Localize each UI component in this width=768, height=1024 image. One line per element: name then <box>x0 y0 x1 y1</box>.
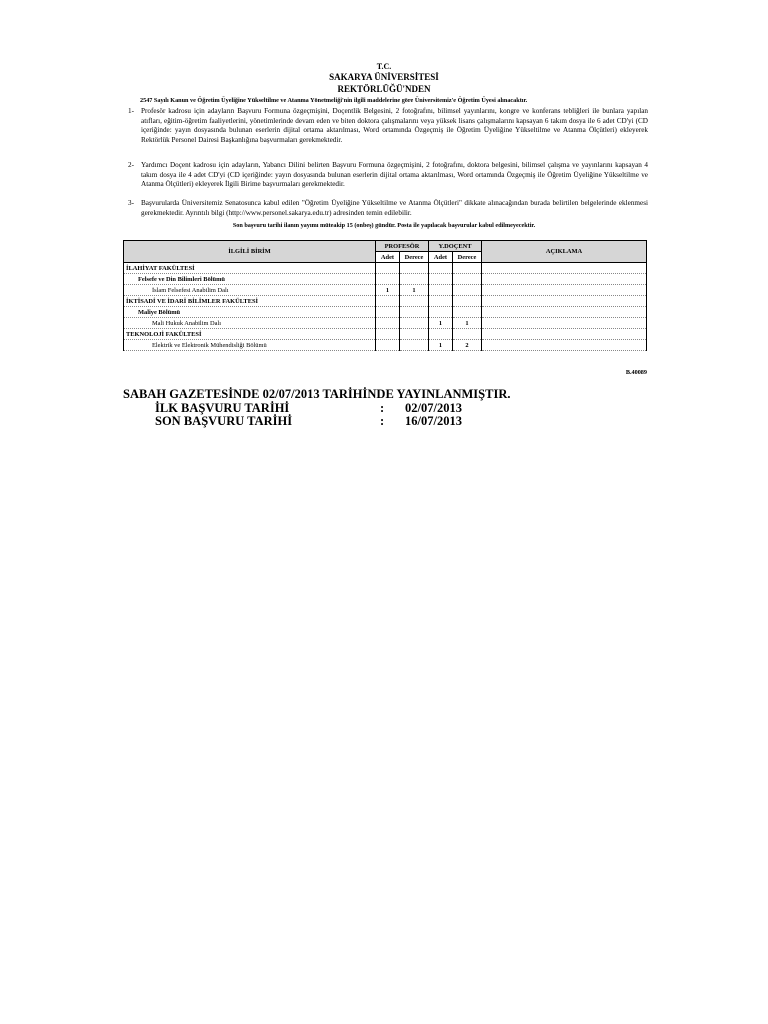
row-note <box>482 318 647 329</box>
positions-table <box>123 240 647 351</box>
col-adet-header: Adet <box>376 252 400 263</box>
item-number: 1- <box>128 107 134 115</box>
row-y-adet <box>429 296 453 307</box>
first-application-date: 02/07/2013 <box>405 401 462 415</box>
table-row <box>124 340 647 351</box>
first-application-separator: : <box>380 401 385 415</box>
row-y-adet: 1 <box>429 318 453 329</box>
table-row <box>124 307 647 318</box>
row-unit: İslam Felsefesi Anabilim Dalı <box>124 285 376 296</box>
header-rektorluk: REKTÖRLÜĞÜ'NDEN <box>337 84 431 94</box>
row-unit: Mali Hukuk Anabilim Dalı <box>124 318 376 329</box>
last-application-date: 16/07/2013 <box>405 414 462 428</box>
row-note <box>482 274 647 285</box>
row-p-derece: 1 <box>400 285 429 296</box>
intro-text: 2547 Sayılı Kanun ve Öğretim Üyeliğine Yükseltilme ve Atanma Yönetmeliği'nin ilgili maddelerine göre Üniversitemiz'e Öğretim Üyesi alınacaktır. <box>140 97 528 104</box>
row-p-derece <box>400 296 429 307</box>
row-note <box>482 307 647 318</box>
row-y-derece <box>453 285 482 296</box>
row-p-adet <box>376 307 400 318</box>
first-application-label: İLK BAŞVURU TARİHİ <box>155 401 290 415</box>
last-application-label: SON BAŞVURU TARİHİ <box>155 414 293 428</box>
row-p-derece <box>400 307 429 318</box>
row-y-adet <box>429 274 453 285</box>
row-p-adet <box>376 340 400 351</box>
row-p-derece <box>400 318 429 329</box>
item-text: Yardımcı Doçent kadrosu için adayların, Yabancı Dilini belirten Başvuru Formuna özgeçmişini, 2 fotoğrafını, doktora belgesini, bilimsel çalışma ve yayınlarını kapsayan 4 takım dosya ile 4 adet CD'yi (CD içeriğinde: yayın dosyasında bulunan eserlerin dijital ortama aktarılması, Word ortamında Özgeçmiş ile Öğretim Üyeliğine Yükseltilme ve Atanma Ölçütleri) ekleyerek İlgili Birime başvurmaları gerekmektedir. <box>141 161 648 189</box>
row-y-adet <box>429 263 453 274</box>
table-row <box>124 285 647 296</box>
header-tc: T.C. <box>376 62 392 71</box>
col-derece-header: Derece <box>453 252 482 263</box>
publication-note: SABAH GAZETESİNDE 02/07/2013 TARİHİNDE YAYINLANMIŞTIR. <box>123 387 511 401</box>
col-unit-header: İLGİLİ BİRİM <box>124 241 376 263</box>
row-y-derece <box>453 329 482 340</box>
table-row <box>124 263 647 274</box>
deadline-note: Son başvuru tarihi ilanın yayımı müteakip 15 (onbeş) gündür. Posta ile yapılacak başvurular kabul edilmeyecektir. <box>232 222 536 229</box>
row-p-adet <box>376 318 400 329</box>
row-y-derece <box>453 296 482 307</box>
row-p-adet <box>376 263 400 274</box>
row-y-derece <box>453 274 482 285</box>
row-p-adet: 1 <box>376 285 400 296</box>
table-row <box>124 274 647 285</box>
row-y-derece: 2 <box>453 340 482 351</box>
header-university: SAKARYA ÜNİVERSİTESİ <box>329 72 439 82</box>
row-note <box>482 263 647 274</box>
row-unit: TEKNOLOJİ FAKÜLTESİ <box>124 329 376 340</box>
row-unit: Elektrik ve Elektronik Mühendisliği Bölümü <box>124 340 376 351</box>
row-y-adet <box>429 329 453 340</box>
row-y-adet <box>429 307 453 318</box>
table-row <box>124 318 647 329</box>
row-note <box>482 340 647 351</box>
last-application-separator: : <box>380 414 385 428</box>
col-ydocent-header: Y.DOÇENT <box>429 241 482 252</box>
row-unit: Felsefe ve Din Bilimleri Bölümü <box>124 274 376 285</box>
row-p-derece <box>400 263 429 274</box>
col-aciklama-header: AÇIKLAMA <box>482 241 647 263</box>
row-unit: İKTİSADİ VE İDARİ BİLİMLER FAKÜLTESİ <box>124 296 376 307</box>
item-number: 3- <box>128 199 134 207</box>
row-y-derece: 1 <box>453 318 482 329</box>
row-unit: İLAHİYAT FAKÜLTESİ <box>124 263 376 274</box>
row-y-derece <box>453 307 482 318</box>
row-y-adet <box>429 285 453 296</box>
item-number: 2- <box>128 161 134 169</box>
row-y-adet: 1 <box>429 340 453 351</box>
item-text: Başvurularda Üniversitemiz Senatosunca kabul edilen "Öğretim Üyeliğine Yükseltilme ve Atanma Ölçütleri" dikkate alınacağından burada belirtilen belgelerinde eklenmesi gerekmektedir. Ayrıntılı bilgi (http://www.personel.sakarya.edu.tr) adresinden temin edilebilir. <box>141 199 648 217</box>
document-code: B.40089 <box>625 369 647 376</box>
row-p-derece <box>400 274 429 285</box>
col-adet-header: Adet <box>429 252 453 263</box>
row-note <box>482 285 647 296</box>
row-p-derece <box>400 340 429 351</box>
item-text: Profesör kadrosu için adayların Başvuru Formuna özgeçmişini, Doçentlik Belgesini, 2 fotoğrafını, bilimsel yayınlarını, kongre ve konferans tebliğleri ile bunlara yapılan atıfları, eğitim-öğretim faaliyetlerini, yönetimlerinde devam eden ve biten doktora çalışmalarını veya yüksek lisans çalışmalarını kapsayan 6 takım dosya ile 6 adet CD'yi (CD içeriğinde: yayın dosyasında bulunan eserlerin dijital ortama aktarılması, Word ortamında Özgeçmiş ile Öğretim Üyeliğine Yükseltilme ve Atanma Ölçütleri) ekleyerek Rektörlük Personel Dairesi Başkanlığına başvurmaları gerekmektedir. <box>141 107 648 144</box>
row-y-derece <box>453 263 482 274</box>
row-note <box>482 296 647 307</box>
row-p-adet <box>376 329 400 340</box>
row-p-adet <box>376 296 400 307</box>
table-row <box>124 329 647 340</box>
col-profesor-header: PROFESÖR <box>376 241 429 252</box>
table-row <box>124 296 647 307</box>
row-note <box>482 329 647 340</box>
row-unit: Maliye Bölümü <box>124 307 376 318</box>
row-p-adet <box>376 274 400 285</box>
row-p-derece <box>400 329 429 340</box>
col-derece-header: Derece <box>400 252 429 263</box>
